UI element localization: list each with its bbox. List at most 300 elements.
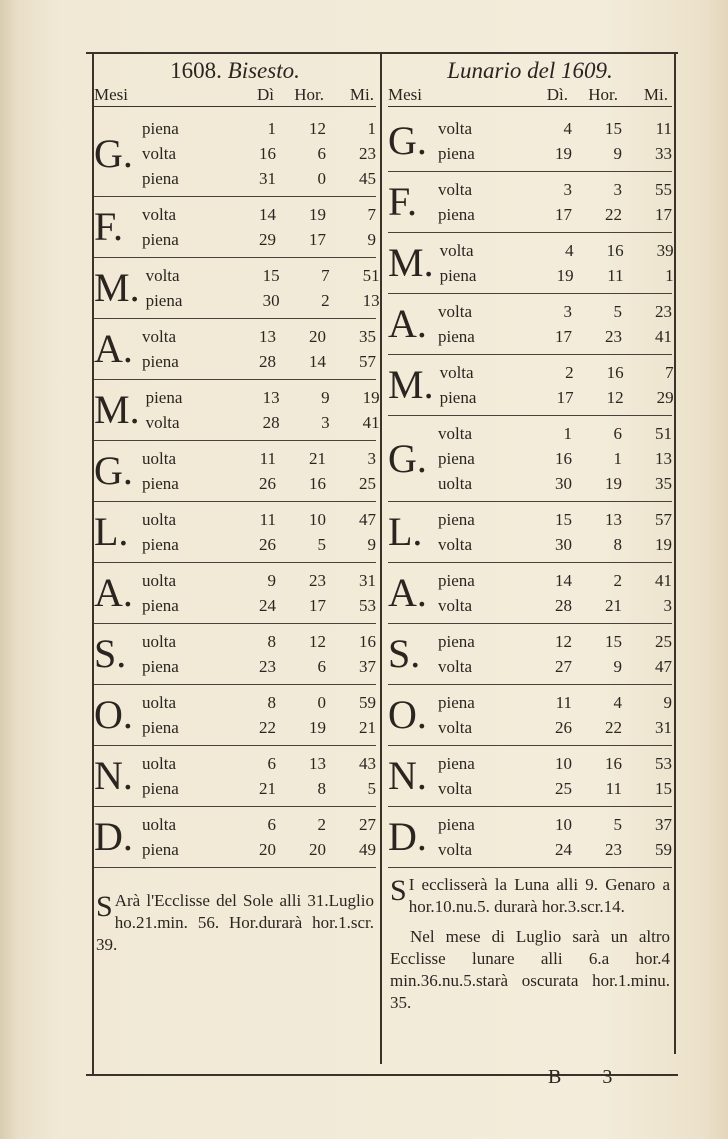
minute: 19 xyxy=(362,388,380,407)
table-row xyxy=(432,690,672,715)
table-frame xyxy=(86,52,678,1076)
minute: 31 xyxy=(655,718,672,737)
phase-rows xyxy=(136,502,376,562)
moon-phase: volta xyxy=(142,205,176,224)
month-block xyxy=(94,441,376,502)
table-row xyxy=(434,238,674,263)
hour: 4 xyxy=(613,693,622,712)
moon-phase: uolta xyxy=(142,449,176,468)
month-block xyxy=(94,685,376,746)
table-row xyxy=(432,532,672,557)
hour: 8 xyxy=(613,535,622,554)
day: 8 xyxy=(267,693,276,712)
minute: 1 xyxy=(367,119,376,138)
table-row xyxy=(432,202,672,227)
month-block xyxy=(94,319,376,380)
day: 2 xyxy=(565,363,574,382)
month-letter: S. xyxy=(94,631,127,676)
table-row xyxy=(434,385,674,410)
minute: 45 xyxy=(359,169,376,188)
moon-phase: piena xyxy=(438,205,475,224)
month-block xyxy=(94,258,380,319)
table-row xyxy=(432,299,672,324)
header-hor: Hor. xyxy=(294,85,324,104)
month-block xyxy=(388,294,672,355)
day: 11 xyxy=(259,510,276,529)
header-mesi: Mesi xyxy=(388,85,422,104)
minute: 51 xyxy=(655,424,672,443)
month-block xyxy=(388,746,672,807)
hour: 11 xyxy=(605,779,622,798)
table-row xyxy=(136,812,376,837)
hour: 12 xyxy=(309,119,326,138)
moon-phase: piena xyxy=(438,754,475,773)
month-letter: A. xyxy=(94,326,133,371)
table-row xyxy=(136,776,376,801)
minute: 49 xyxy=(359,840,376,859)
minute: 9 xyxy=(367,230,376,249)
moon-phase: volta xyxy=(439,363,474,382)
day: 17 xyxy=(556,388,574,407)
table-row xyxy=(136,593,376,618)
month-letter: N. xyxy=(388,753,427,798)
month-letter: O. xyxy=(388,692,427,737)
hour: 3 xyxy=(613,180,622,199)
day: 24 xyxy=(259,596,276,615)
moon-phase: piena xyxy=(438,815,475,834)
moon-phase: piena xyxy=(142,169,179,188)
month-block xyxy=(388,807,672,868)
rule-middle xyxy=(380,54,382,1064)
hour: 17 xyxy=(309,230,326,249)
moon-phase: volta xyxy=(142,144,176,163)
month-letter: G. xyxy=(94,130,133,176)
minute: 43 xyxy=(359,754,376,773)
eclipse-note-1609-b xyxy=(388,926,672,1014)
phase-rows xyxy=(432,746,672,806)
minute: 57 xyxy=(359,352,376,371)
moon-phase: piena xyxy=(438,693,475,712)
month-letter: O. xyxy=(94,692,133,737)
heading-1608 xyxy=(94,54,376,84)
day: 10 xyxy=(555,815,572,834)
moon-phase: volta xyxy=(142,327,176,346)
day: 26 xyxy=(259,535,276,554)
day: 21 xyxy=(259,779,276,798)
minute: 9 xyxy=(663,693,672,712)
month-letter: A. xyxy=(94,570,133,615)
table-row xyxy=(136,715,376,740)
minute: 31 xyxy=(359,571,376,590)
eclipse-note-text: I ecclisserà la Luna alli 9. Genaro a hor.10.nu.5. durarà hor.3.scr.14. xyxy=(408,875,670,916)
moon-phase: uolta xyxy=(142,571,176,590)
drop-cap: S xyxy=(390,874,407,907)
month-block xyxy=(94,197,376,258)
minute: 41 xyxy=(362,413,380,432)
phase-rows xyxy=(434,355,674,415)
hour: 7 xyxy=(321,266,330,285)
table-row xyxy=(432,715,672,740)
moon-phase: piena xyxy=(438,327,475,346)
phase-rows xyxy=(136,746,376,806)
hour: 16 xyxy=(309,474,326,493)
hour: 22 xyxy=(605,205,622,224)
hour: 8 xyxy=(317,779,326,798)
table-row xyxy=(434,360,674,385)
day: 17 xyxy=(555,327,572,346)
hour: 23 xyxy=(309,571,326,590)
minute: 9 xyxy=(367,535,376,554)
header-di: Dì. xyxy=(546,85,568,104)
phase-rows xyxy=(432,502,672,562)
day: 12 xyxy=(555,632,572,651)
hour: 2 xyxy=(317,815,326,834)
month-block xyxy=(388,502,672,563)
month-letter: G. xyxy=(388,435,427,481)
month-block xyxy=(388,172,672,233)
month-letter: M. xyxy=(94,387,140,432)
table-row xyxy=(136,507,376,532)
hour: 12 xyxy=(606,388,624,407)
minute: 11 xyxy=(655,119,672,138)
table-row xyxy=(136,202,376,227)
phase-rows xyxy=(140,258,380,318)
header-di: Dì xyxy=(257,85,274,104)
month-letter: M. xyxy=(388,362,434,407)
month-letter: M. xyxy=(388,240,434,285)
hour: 12 xyxy=(309,632,326,651)
table-row xyxy=(432,141,672,166)
month-letter: G. xyxy=(94,448,133,493)
day: 15 xyxy=(555,510,572,529)
day: 29 xyxy=(259,230,276,249)
moon-phase: volta xyxy=(438,596,472,615)
day: 19 xyxy=(556,266,574,285)
minute: 25 xyxy=(655,632,672,651)
column-headers-1608 xyxy=(94,84,376,107)
month-letter: L. xyxy=(94,509,129,554)
hour: 19 xyxy=(309,205,326,224)
moon-phase: uolta xyxy=(142,693,176,712)
month-block xyxy=(94,624,376,685)
month-block xyxy=(388,416,672,502)
table-row xyxy=(432,751,672,776)
table-row xyxy=(432,654,672,679)
hour: 19 xyxy=(309,718,326,737)
table-row xyxy=(432,812,672,837)
day: 28 xyxy=(262,413,280,432)
table-row xyxy=(432,593,672,618)
minute: 25 xyxy=(359,474,376,493)
hour: 23 xyxy=(605,840,622,859)
table-row xyxy=(136,837,376,862)
hour: 3 xyxy=(321,413,330,432)
table-row xyxy=(140,385,380,410)
moon-phase: volta xyxy=(438,119,472,138)
minute: 39 xyxy=(656,241,674,260)
phase-rows xyxy=(136,441,376,501)
day: 30 xyxy=(262,291,280,310)
hour: 0 xyxy=(317,693,326,712)
table-row xyxy=(136,751,376,776)
table-row xyxy=(140,263,380,288)
moon-phase: uolta xyxy=(142,754,176,773)
hour: 6 xyxy=(613,424,622,443)
hour: 13 xyxy=(605,510,622,529)
minute: 7 xyxy=(665,363,674,382)
moon-phase: piena xyxy=(145,388,183,407)
eclipse-note-1609-a xyxy=(388,874,672,918)
table-row xyxy=(136,568,376,593)
column-headers-1609 xyxy=(388,84,672,107)
minute: 53 xyxy=(359,596,376,615)
day: 24 xyxy=(555,840,572,859)
hour: 21 xyxy=(309,449,326,468)
table-row xyxy=(432,471,672,496)
month-block xyxy=(94,111,376,197)
hour: 5 xyxy=(613,302,622,321)
phase-rows xyxy=(432,111,672,171)
minute: 35 xyxy=(655,474,672,493)
minute: 41 xyxy=(655,571,672,590)
month-block xyxy=(94,502,376,563)
month-block xyxy=(94,563,376,624)
day: 27 xyxy=(555,657,572,676)
phase-rows xyxy=(434,233,674,293)
minute: 59 xyxy=(359,693,376,712)
hour: 20 xyxy=(309,327,326,346)
table-row xyxy=(432,116,672,141)
table-row xyxy=(136,532,376,557)
phase-rows xyxy=(136,624,376,684)
day: 26 xyxy=(555,718,572,737)
hour: 16 xyxy=(605,754,622,773)
day: 11 xyxy=(555,693,572,712)
month-block xyxy=(388,624,672,685)
day: 1 xyxy=(563,424,572,443)
hour: 5 xyxy=(317,535,326,554)
phase-rows xyxy=(136,111,376,196)
minute: 47 xyxy=(655,657,672,676)
month-letter: N. xyxy=(94,753,133,798)
table-row xyxy=(136,690,376,715)
months-1608 xyxy=(94,111,380,868)
day: 9 xyxy=(267,571,276,590)
moon-phase: uolta xyxy=(142,815,176,834)
day: 13 xyxy=(259,327,276,346)
minute: 13 xyxy=(362,291,380,310)
day: 19 xyxy=(555,144,572,163)
month-letter: M. xyxy=(94,265,140,310)
months-1609 xyxy=(388,111,672,868)
day: 16 xyxy=(259,144,276,163)
phase-rows xyxy=(140,380,380,440)
day: 4 xyxy=(565,241,574,260)
table-row xyxy=(140,288,380,313)
month-letter: G. xyxy=(388,118,427,163)
phase-rows xyxy=(136,685,376,745)
moon-phase: volta xyxy=(438,840,472,859)
phase-rows xyxy=(432,563,672,623)
day: 6 xyxy=(267,754,276,773)
moon-phase: piena xyxy=(438,449,475,468)
day: 28 xyxy=(259,352,276,371)
table-row xyxy=(136,141,376,166)
month-letter: F. xyxy=(388,179,418,224)
hour: 16 xyxy=(606,363,624,382)
hour: 1 xyxy=(613,449,622,468)
table-row xyxy=(432,837,672,862)
moon-phase: volta xyxy=(438,779,472,798)
table-row xyxy=(432,421,672,446)
heading-1609: Lunario del 1609. xyxy=(447,58,613,83)
header-mi: Mi. xyxy=(349,85,374,104)
minute: 13 xyxy=(655,449,672,468)
minute: 37 xyxy=(359,657,376,676)
rule-right xyxy=(674,54,676,1054)
hour: 20 xyxy=(309,840,326,859)
hour: 13 xyxy=(309,754,326,773)
table-row xyxy=(136,629,376,654)
minute: 51 xyxy=(362,266,380,285)
moon-phase: piena xyxy=(142,718,179,737)
moon-phase: piena xyxy=(438,510,475,529)
hour: 6 xyxy=(317,657,326,676)
hour: 15 xyxy=(605,119,622,138)
month-letter: A. xyxy=(388,570,427,615)
month-block xyxy=(94,807,376,868)
table-row xyxy=(136,116,376,141)
minute: 15 xyxy=(655,779,672,798)
day: 10 xyxy=(555,754,572,773)
minute: 23 xyxy=(359,144,376,163)
moon-phase: piena xyxy=(142,535,179,554)
month-block xyxy=(388,233,672,294)
day: 20 xyxy=(259,840,276,859)
moon-phase: piena xyxy=(142,119,179,138)
moon-phase: volta xyxy=(438,424,472,443)
phase-rows xyxy=(136,197,376,257)
header-mi: Mi. xyxy=(643,85,668,104)
hour: 21 xyxy=(605,596,622,615)
heading-bisesto: Bisesto. xyxy=(227,58,300,83)
moon-phase: piena xyxy=(142,230,179,249)
month-letter: A. xyxy=(388,301,427,346)
phase-rows xyxy=(432,685,672,745)
table-row xyxy=(432,446,672,471)
moon-phase: volta xyxy=(438,657,472,676)
moon-phase: piena xyxy=(142,779,179,798)
moon-phase: volta xyxy=(438,535,472,554)
day: 3 xyxy=(563,302,572,321)
minute: 23 xyxy=(655,302,672,321)
hour: 2 xyxy=(613,571,622,590)
table-row xyxy=(434,263,674,288)
minute: 35 xyxy=(359,327,376,346)
minute: 16 xyxy=(359,632,376,651)
hour: 6 xyxy=(317,144,326,163)
moon-phase: volta xyxy=(438,302,472,321)
moon-phase: uolta xyxy=(142,510,176,529)
hour: 16 xyxy=(606,241,624,260)
day: 23 xyxy=(259,657,276,676)
month-letter: L. xyxy=(388,509,423,554)
hour: 23 xyxy=(605,327,622,346)
month-letter: D. xyxy=(388,814,427,859)
moon-phase: piena xyxy=(142,657,179,676)
month-block xyxy=(388,563,672,624)
phase-rows xyxy=(432,172,672,232)
day: 13 xyxy=(262,388,280,407)
phase-rows xyxy=(432,416,672,501)
minute: 29 xyxy=(656,388,674,407)
table-row xyxy=(136,349,376,374)
month-block xyxy=(94,380,380,441)
table-row xyxy=(136,654,376,679)
moon-phase: volta xyxy=(145,266,180,285)
month-block xyxy=(388,111,672,172)
minute: 21 xyxy=(359,718,376,737)
moon-phase: uolta xyxy=(142,632,176,651)
day: 22 xyxy=(259,718,276,737)
hour: 19 xyxy=(605,474,622,493)
hour: 9 xyxy=(613,657,622,676)
phase-rows xyxy=(136,807,376,867)
eclipse-note-1608 xyxy=(94,890,376,956)
day: 26 xyxy=(259,474,276,493)
table-row xyxy=(136,446,376,471)
hour: 5 xyxy=(613,815,622,834)
table-row xyxy=(432,507,672,532)
moon-phase: volta xyxy=(439,241,474,260)
month-block xyxy=(388,685,672,746)
table-row xyxy=(140,410,380,435)
day: 25 xyxy=(555,779,572,798)
minute: 37 xyxy=(655,815,672,834)
minute: 57 xyxy=(655,510,672,529)
moon-phase: piena xyxy=(142,840,179,859)
moon-phase: piena xyxy=(142,596,179,615)
phase-rows xyxy=(432,807,672,867)
moon-phase: piena xyxy=(438,571,475,590)
day: 14 xyxy=(259,205,276,224)
table-row xyxy=(432,324,672,349)
table-row xyxy=(432,177,672,202)
day: 8 xyxy=(267,632,276,651)
minute: 3 xyxy=(663,596,672,615)
moon-phase: piena xyxy=(142,352,179,371)
hour: 11 xyxy=(607,266,624,285)
table-row xyxy=(136,324,376,349)
hour: 10 xyxy=(309,510,326,529)
header-mesi: Mesi xyxy=(94,85,128,104)
table-row xyxy=(136,471,376,496)
month-block xyxy=(94,746,376,807)
day: 16 xyxy=(555,449,572,468)
day: 4 xyxy=(563,119,572,138)
hour: 0 xyxy=(317,169,326,188)
day: 14 xyxy=(555,571,572,590)
day: 11 xyxy=(259,449,276,468)
table-row xyxy=(432,629,672,654)
minute: 27 xyxy=(359,815,376,834)
minute: 5 xyxy=(367,779,376,798)
day: 1 xyxy=(267,119,276,138)
phase-rows xyxy=(432,294,672,354)
moon-phase: volta xyxy=(145,413,180,432)
moon-phase: piena xyxy=(438,144,475,163)
drop-cap: S xyxy=(96,890,113,923)
